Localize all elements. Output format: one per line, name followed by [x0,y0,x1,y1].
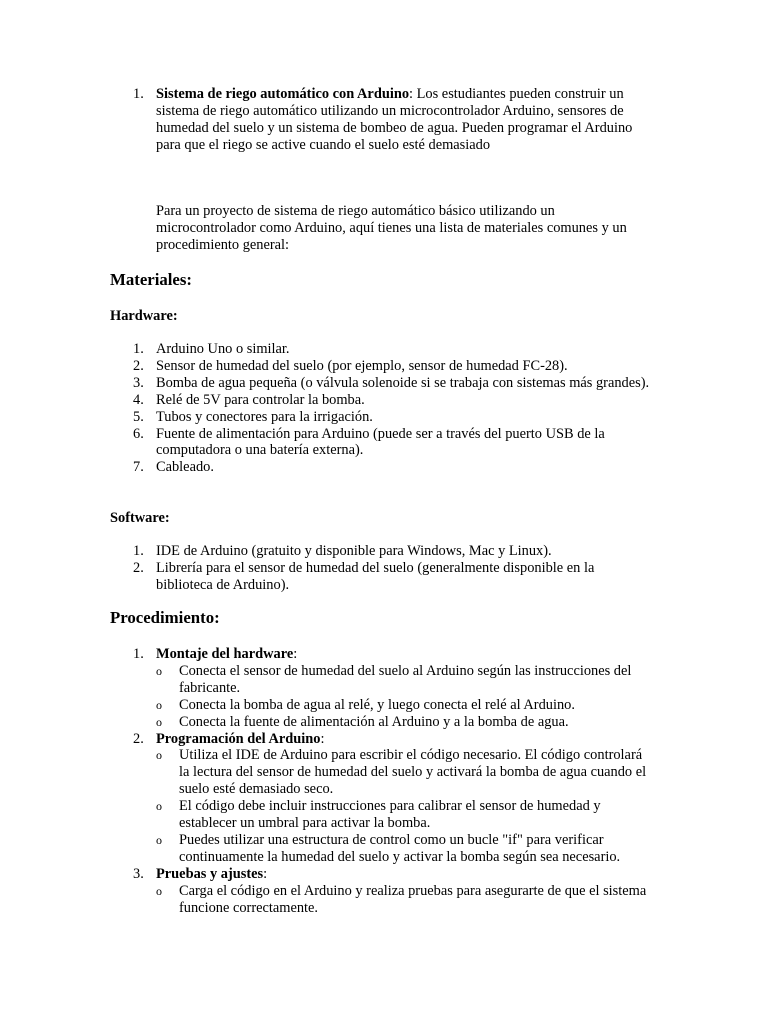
sublist [156,883,653,917]
bullet-icon: o [156,883,162,898]
intro-title: Sistema de riego automático con Arduino [156,86,410,102]
bullet-icon: o [156,799,162,814]
sub-item: o Conecta el sensor de humedad del suelo al Arduino según las instrucciones del fabricante. [156,662,632,696]
list-item: 2. Sensor de humedad del suelo (por ejemplo, sensor de humedad FC-28). [133,357,568,374]
bullet-icon: o [156,748,162,763]
materiales-heading: Materiales: [110,270,192,289]
software-list [133,543,653,594]
step-title: Montaje del hardware [156,646,294,662]
list-item: 4. Relé de 5V para controlar la bomba. [133,391,365,408]
hardware-heading: Hardware: [110,308,178,324]
software-heading: Software: [110,510,170,526]
step-item: 2. Programación del Arduino: [133,730,325,747]
step-item: 1. Montaje del hardware: [133,646,298,662]
intro-num: 1. [133,86,144,102]
procedimiento-list [133,646,653,917]
bullet-icon: o [156,663,162,678]
intro-list [133,86,653,154]
list-item: 6. Fuente de alimentación para Arduino (puede ser a través del puerto USB de la computadora o una batería externa). [133,425,605,459]
step-title: Programación del Arduino [156,730,321,747]
hardware-list [133,341,653,476]
sub-item: o Puedes utilizar una estructura de control como un bucle "if" para verificar continuamente la humedad del suelo y activar la bomba según sea necesario. [156,831,621,865]
sublist [156,663,653,731]
bullet-icon: o [156,714,162,729]
list-item: 1. Arduino Uno o similar. [133,341,290,357]
list-item: 2. Librería para el sensor de humedad del suelo (generalmente disponible en la biblioteca de Arduino). [133,559,595,593]
intro-paragraph: Para un proyecto de sistema de riego automático básico utilizando un microcontrolador como Arduino, aquí tienes una lista de materiales comunes y un procedimiento general: [156,203,627,253]
intro-text: : Los estudiantes pueden construir un sistema de riego automático utilizando un microcontrolador Arduino, sensores de humedad del suelo y un sistema de bombeo de agua. Pueden programar el Arduino para que el riego se active cuando el suelo esté demasiado [156,86,633,153]
bullet-icon: o [156,697,162,712]
sub-item: o Conecta la bomba de agua al relé, y luego conecta el relé al Arduino. [156,696,575,713]
sublist [156,747,653,865]
list-item: 1. IDE de Arduino (gratuito y disponible para Windows, Mac y Linux). [133,543,552,559]
sub-item: o Conecta la fuente de alimentación al Arduino y a la bomba de agua. [156,713,569,730]
step-title: Pruebas y ajustes [156,865,264,882]
sub-item: o Utiliza el IDE de Arduino para escribir el código necesario. El código controlará la lectura del sensor de humedad del suelo y activará la bomba de agua cuando el suelo esté demasiado seco. [156,747,647,798]
list-item: 5. Tubos y conectores para la irrigación. [133,408,373,425]
procedimiento-heading: Procedimiento: [110,608,220,627]
bullet-icon: o [156,832,162,847]
step-item: 3. Pruebas y ajustes: [133,865,268,882]
sub-item: o Carga el código en el Arduino y realiza pruebas para asegurarte de que el sistema funcione correctamente. [156,882,647,916]
list-item: 3. Bomba de agua pequeña (o válvula solenoide si se trabaja con sistemas más grandes). [133,374,650,391]
list-item: 7. Cableado. [133,459,214,476]
intro-item [133,86,653,154]
sub-item: o El código debe incluir instrucciones para calibrar el sensor de humedad y establecer un umbral para activar la bomba. [156,798,601,832]
